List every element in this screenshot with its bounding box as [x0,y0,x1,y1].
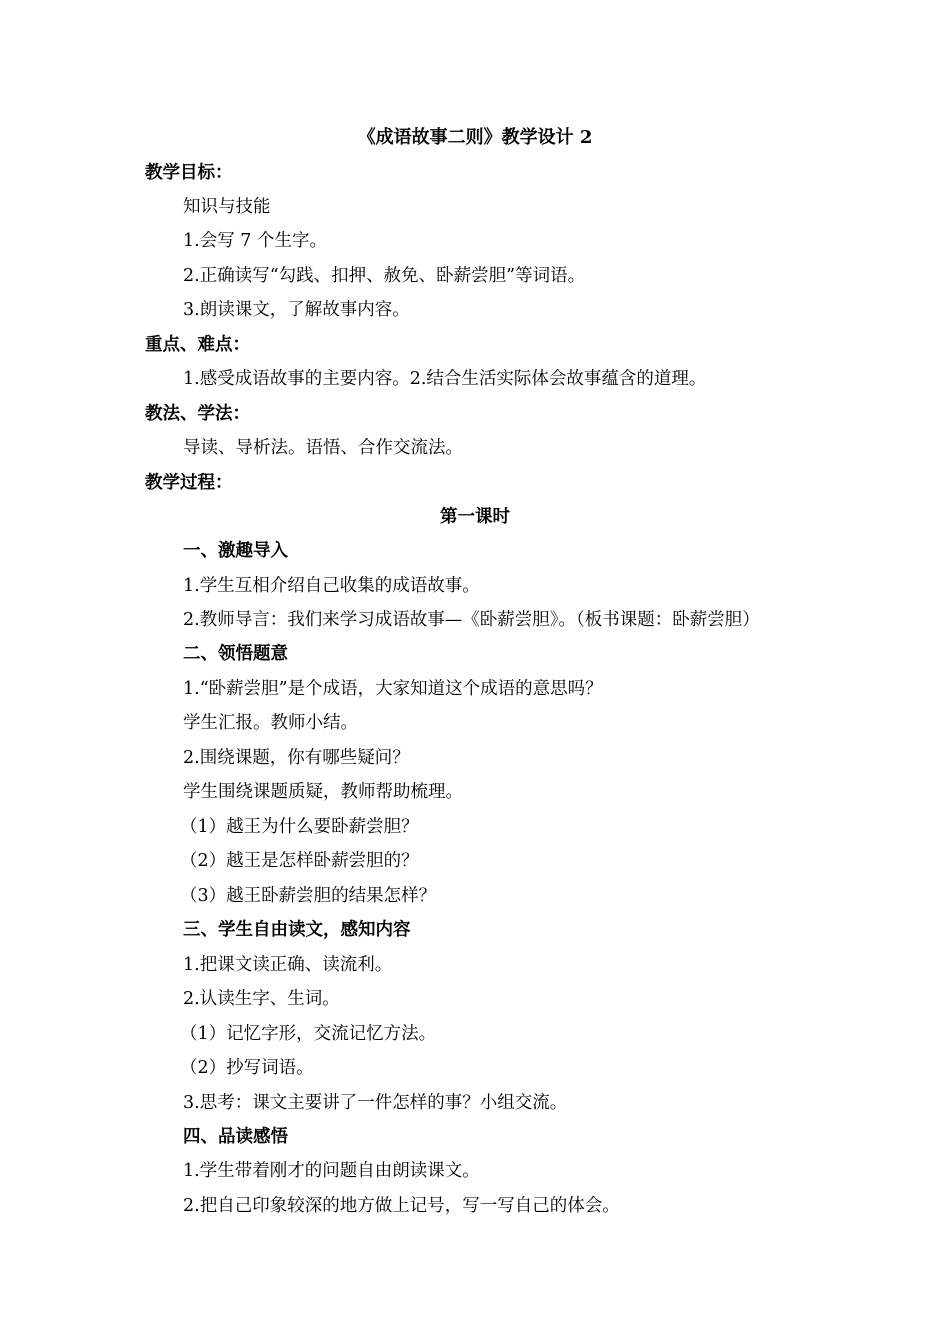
section-line: 学生围绕课题质疑，教师帮助梳理。 [183,782,463,802]
section-line: （1）越王为什么要卧薪尝胆？ [180,817,419,837]
section-heading: 三、学生自由读文，感知内容 [183,920,411,940]
section-heading: 四、品读感悟 [183,1127,288,1147]
section-line: 3.思考：课文主要讲了一件怎样的事？小组交流。 [183,1093,568,1113]
section-line: 2.教师导言：我们来学习成语故事—《卧薪尝胆》。（板书课题：卧薪尝胆） [183,610,760,630]
section-line: 2.围绕课题，你有哪些疑问？ [183,748,410,768]
section-line: 2.把自己印象较深的地方做上记号，写一写自己的体会。 [183,1196,620,1216]
objective-item: 2.正确读写“勾践、扣押、赦免、卧薪尝胆”等词语。 [183,266,586,286]
methods-text: 导读、导析法。语悟、合作交流法。 [183,438,463,458]
methods-heading: 教法、学法： [145,404,250,424]
section-line: 1.学生互相介绍自己收集的成语故事。 [183,576,480,596]
section-heading: 二、领悟题意 [183,644,288,664]
section-line: （1）记忆字形，交流记忆方法。 [180,1024,437,1044]
section-line: （2）抄写词语。 [180,1058,314,1078]
section-line: （2）越王是怎样卧薪尝胆的？ [180,851,419,871]
objective-item: 1.会写 7 个生字。 [183,231,327,251]
section-line: 1.学生带着刚才的问题自由朗读课文。 [183,1161,480,1181]
objectives-heading: 教学目标： [145,163,233,183]
section-line: 2.认读生字、生词。 [183,989,340,1009]
lesson-heading: 第一课时 [440,507,510,527]
key-points-text: 1.感受成语故事的主要内容。2.结合生活实际体会故事蕴含的道理。 [183,369,707,389]
document-title: 《成语故事二则》教学设计 2 [357,127,593,148]
section-line: （3）越王卧薪尝胆的结果怎样？ [180,886,437,906]
objectives-subheading: 知识与技能 [183,197,271,217]
section-heading: 一、激趣导入 [183,541,288,561]
process-heading: 教学过程： [145,473,233,493]
section-line: 1.把课文读正确、读流利。 [183,955,393,975]
section-line: 学生汇报。教师小结。 [183,713,358,733]
objective-item: 3.朗读课文，了解故事内容。 [183,300,410,320]
section-line: 1.“卧薪尝胆”是个成语，大家知道这个成语的意思吗？ [183,679,603,699]
key-points-heading: 重点、难点： [145,335,250,355]
